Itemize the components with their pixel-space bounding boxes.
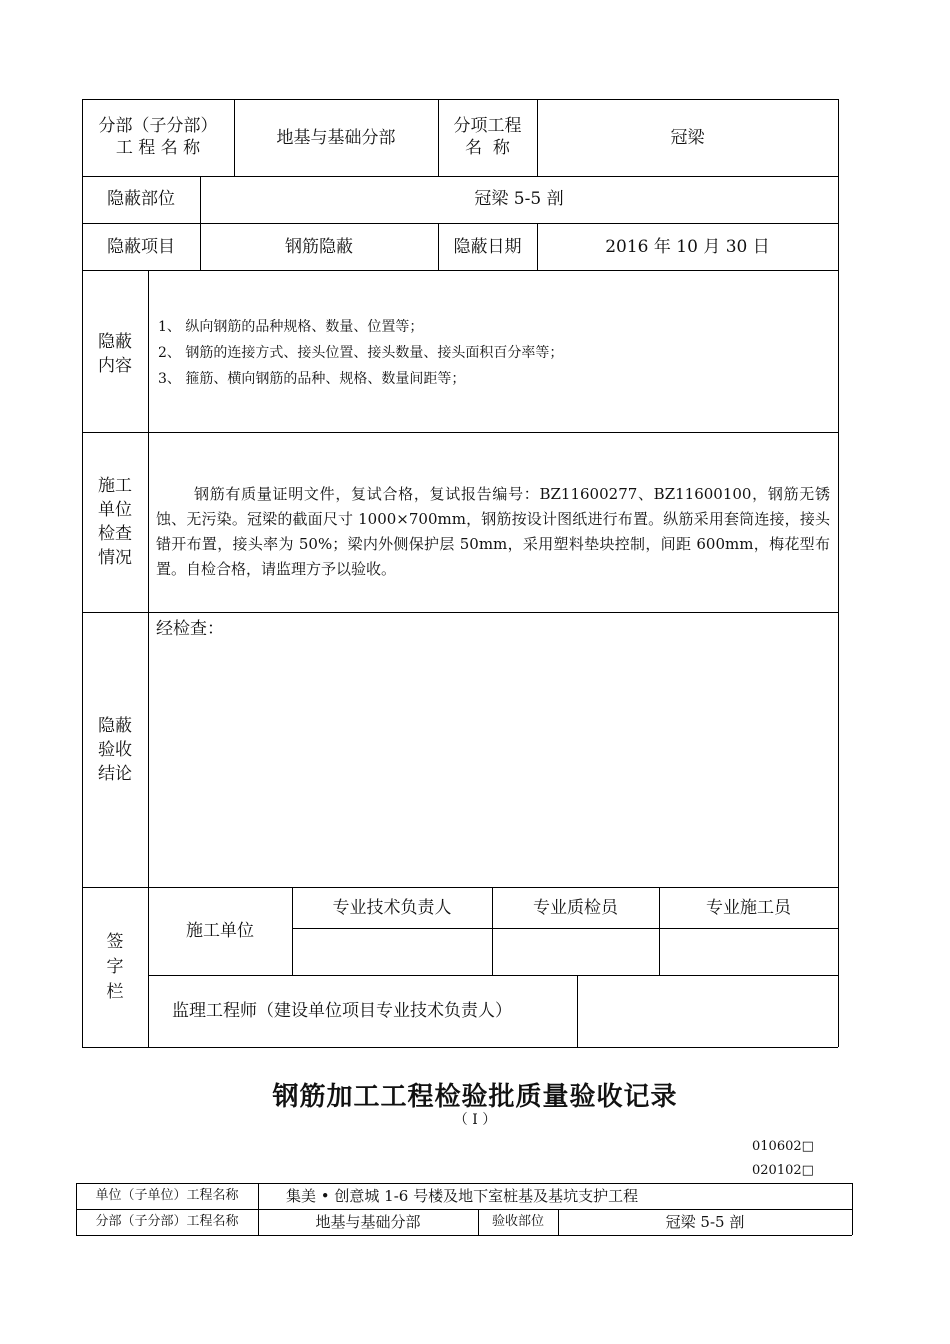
concealed-date-value: 2016 年 10 月 30 日	[605, 237, 770, 257]
signature-label-line: 签	[106, 932, 124, 952]
construction-label-line: 单位	[98, 500, 132, 520]
concealed-item-value: 钢筋隐蔽	[285, 237, 353, 257]
form-code-2: 020102□	[752, 1163, 814, 1178]
item-value: 冠梁	[670, 128, 705, 148]
concealed-location-value: 冠梁 5-5 剖	[474, 189, 564, 209]
concealed-date-label: 隐蔽日期	[453, 237, 522, 257]
acceptance-location-label: 验收部位	[491, 1214, 544, 1229]
quality-inspector-label: 专业质检员	[533, 898, 618, 918]
content-item: 1、 纵向钢筋的品种规格、数量、位置等；	[158, 319, 424, 335]
signature-label-line: 栏	[106, 982, 124, 1002]
conclusion-label-line: 验收	[98, 740, 132, 760]
content-list	[158, 314, 828, 392]
item-label-line2: 名 称	[465, 138, 510, 158]
unit-value: 集美 • 创意城 1-6 号楼及地下室桩基及基坑支护工程	[286, 1187, 639, 1205]
conclusion-label-line: 结论	[98, 764, 132, 784]
construction-text: 钢筋有质量证明文件，复试合格，复试报告编号：BZ11600277、BZ11600100，钢筋无锈蚀、无污染。冠梁的截面尺寸 1000×700mm，钢筋按设计图纸进行布置。纵筋采用套筒连接，接头错开布置，接头率为 50%；梁内外侧保护层 50mm，采用塑料垫块控制，间距 600mm，梅花型布置。自检合格，请监理方予以验收。	[156, 485, 830, 578]
item-label	[438, 115, 537, 159]
concealed-item-label: 隐蔽项目	[107, 237, 175, 257]
conclusion-label	[82, 714, 148, 786]
construction-label-line: 情况	[98, 548, 132, 568]
signature-label-line: 字	[106, 957, 124, 977]
acceptance-location-value: 冠梁 5-5 剖	[665, 1213, 745, 1231]
content-label-line: 内容	[98, 356, 132, 376]
content-label	[82, 330, 148, 378]
division-label-2: 分部（子分部）工程名称	[95, 1214, 239, 1229]
conclusion-text: 经检查：	[156, 619, 224, 639]
form-code-1: 010602□	[752, 1139, 814, 1154]
form-title: 钢筋加工工程检验批质量验收记录	[272, 1082, 678, 1112]
unit-label: 单位（子单位）工程名称	[95, 1188, 239, 1203]
tech-lead-label: 专业技术负责人	[332, 898, 452, 918]
conclusion-label-line: 隐蔽	[98, 716, 132, 736]
division-label	[82, 115, 234, 159]
construction-unit-label: 施工单位	[186, 921, 254, 941]
content-label-line: 隐蔽	[98, 332, 132, 352]
construction-label-line: 施工	[98, 476, 132, 496]
content-item: 2、 钢筋的连接方式、接头位置、接头数量、接头面积百分率等；	[158, 345, 564, 361]
division-value: 地基与基础分部	[276, 128, 396, 148]
item-label-line1: 分项工程	[453, 116, 522, 136]
supervisor-label: 监理工程师（建设单位项目专业技术负责人）	[172, 1001, 512, 1021]
construction-label	[82, 474, 148, 570]
division-label-line1: 分部（子分部）	[98, 116, 218, 136]
construction-worker-label: 专业施工员	[706, 898, 791, 918]
content-item: 3、 箍筋、横向钢筋的品种、规格、数量间距等；	[158, 371, 466, 387]
division-value-2: 地基与基础分部	[315, 1213, 421, 1231]
concealed-location-label: 隐蔽部位	[107, 189, 175, 209]
division-label-line2: 工 程 名 称	[115, 138, 201, 158]
signature-label	[82, 930, 148, 1005]
form-subtitle: （ I ）	[453, 1112, 497, 1128]
construction-label-line: 检查	[98, 524, 132, 544]
